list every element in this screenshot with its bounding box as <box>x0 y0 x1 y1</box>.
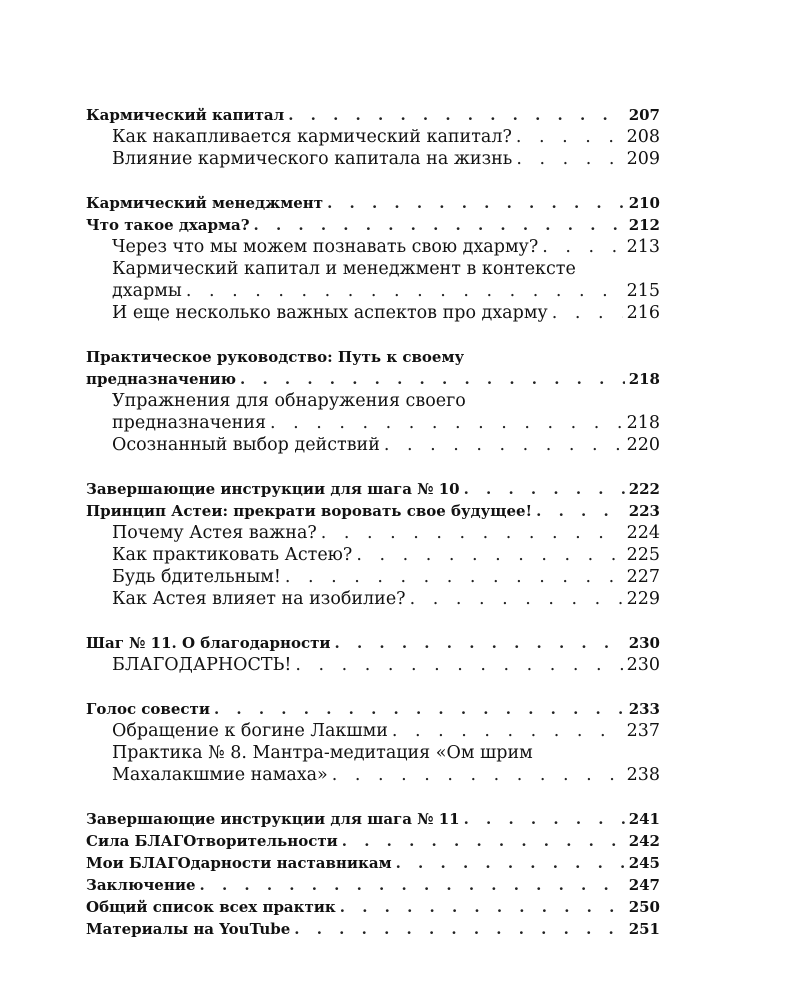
toc-entry-title: Упражнения для обнаружения своего <box>112 391 466 411</box>
toc-entry-title: Обращение к богине Лакшми <box>112 721 388 741</box>
toc-page-number: 215 <box>626 281 660 301</box>
toc-entry-title: Как практиковать Астею? <box>112 545 353 565</box>
toc-page-number: 210 <box>628 194 660 212</box>
toc-entry-title: Сила БЛАГОтворительности <box>86 832 338 850</box>
dot-leader <box>464 808 625 830</box>
toc-entry-title: Что такое дхарма? <box>86 216 250 234</box>
dot-leader <box>270 412 623 434</box>
toc-page-number: 209 <box>626 149 660 169</box>
toc-section-entry[interactable] <box>86 566 660 588</box>
toc-page-number: 233 <box>628 700 660 718</box>
toc-page-number: 216 <box>626 303 660 323</box>
toc-page-number: 230 <box>628 634 660 652</box>
toc-entry-title: И еще несколько важных аспектов про дхарму <box>112 303 548 323</box>
toc-page-number: 212 <box>628 216 660 234</box>
toc-chapter-entry[interactable] <box>86 192 660 214</box>
toc-section-entry[interactable] <box>86 302 660 324</box>
toc-entry-title: дхармы <box>112 281 182 301</box>
dot-leader <box>384 434 623 456</box>
toc-page-number: 224 <box>626 523 660 543</box>
toc-page-number: 245 <box>628 854 660 872</box>
toc-page-number: 208 <box>626 127 660 147</box>
dot-leader <box>240 368 625 390</box>
section-gap <box>86 324 660 346</box>
dot-leader <box>295 654 622 676</box>
toc-chapter-entry[interactable] <box>86 698 660 720</box>
toc-entry-title: Практическое руководство: Путь к своему <box>86 348 465 366</box>
toc-page-number: 213 <box>626 237 660 257</box>
toc-chapter-entry[interactable] <box>86 896 660 918</box>
section-gap <box>86 170 660 192</box>
toc-section-entry[interactable] <box>86 280 660 302</box>
toc-page-number: 230 <box>626 655 660 675</box>
toc-entry-title: Будь бдительным! <box>112 567 281 587</box>
toc-page-number: 218 <box>628 370 660 388</box>
dot-leader <box>340 896 625 918</box>
toc-chapter-entry[interactable] <box>86 808 660 830</box>
toc-page-number: 227 <box>626 567 660 587</box>
toc-section-entry[interactable] <box>86 126 660 148</box>
section-gap <box>86 786 660 808</box>
toc-chapter-entry[interactable] <box>86 852 660 874</box>
dot-leader <box>332 764 623 786</box>
toc-section-entry[interactable] <box>86 588 660 610</box>
toc-page-number: 207 <box>628 106 660 124</box>
toc-entry-title: Принцип Астеи: прекрати воровать свое будущее! <box>86 502 533 520</box>
toc-page-number: 241 <box>628 810 660 828</box>
toc-entry-title: Шаг № 11. О благодарности <box>86 634 331 652</box>
dot-leader <box>464 478 625 500</box>
toc-chapter-entry[interactable] <box>86 368 660 390</box>
dot-leader <box>542 236 622 258</box>
dot-leader <box>186 280 623 302</box>
toc-page-number: 238 <box>626 765 660 785</box>
dot-leader <box>396 852 625 874</box>
toc-chapter-entry[interactable] <box>86 918 660 940</box>
toc-page-number: 242 <box>628 832 660 850</box>
section-gap <box>86 456 660 478</box>
toc-section-entry[interactable] <box>86 720 660 742</box>
dot-leader <box>516 126 623 148</box>
dot-leader <box>356 544 622 566</box>
toc-entry-title: Общий список всех практик <box>86 898 336 916</box>
toc-entry-title: Заключение <box>86 876 196 894</box>
dot-leader <box>214 698 625 720</box>
dot-leader <box>516 148 622 170</box>
dot-leader <box>288 104 624 126</box>
toc-entry-title: предназначению <box>86 370 236 388</box>
toc-entry-title: Влияние кармического капитала на жизнь <box>112 149 513 169</box>
dot-leader <box>335 632 625 654</box>
dot-leader <box>254 214 625 236</box>
toc-entry-title: Материалы на YouTube <box>86 920 291 938</box>
dot-leader <box>392 720 623 742</box>
toc-entry-title: Кармический менеджмент <box>86 194 324 212</box>
toc-chapter-entry[interactable] <box>86 632 660 654</box>
toc-section-entry[interactable] <box>86 764 660 786</box>
toc-section-entry[interactable] <box>86 654 660 676</box>
dot-leader <box>285 566 623 588</box>
table-of-contents <box>86 104 660 940</box>
toc-page-number: 247 <box>628 876 660 894</box>
dot-leader <box>327 192 625 214</box>
dot-leader <box>294 918 624 940</box>
toc-entry-title: Как Астея влияет на изобилие? <box>112 589 406 609</box>
toc-entry-title: Завершающие инструкции для шага № 11 <box>86 810 460 828</box>
toc-section-entry[interactable] <box>86 434 660 456</box>
toc-chapter-entry[interactable] <box>86 874 660 896</box>
dot-leader <box>342 830 625 852</box>
toc-chapter-entry[interactable] <box>86 104 660 126</box>
toc-section-entry[interactable] <box>86 148 660 170</box>
toc-page-number: 229 <box>626 589 660 609</box>
toc-entry-title: Махалакшмие намаха» <box>112 765 328 785</box>
toc-entry-title: Завершающие инструкции для шага № 10 <box>86 480 460 498</box>
toc-chapter-entry[interactable] <box>86 830 660 852</box>
section-gap <box>86 676 660 698</box>
toc-entry-title: Осознанный выбор действий <box>112 435 380 455</box>
toc-section-entry[interactable] <box>86 412 660 434</box>
dot-leader <box>536 500 625 522</box>
toc-entry-title: Как накапливается кармический капитал? <box>112 127 512 147</box>
toc-entry-line <box>86 390 660 412</box>
toc-entry-line <box>86 258 660 280</box>
dot-leader <box>321 522 623 544</box>
toc-page-number: 223 <box>628 502 660 520</box>
toc-entry-title: Через что мы можем познавать свою дхарму? <box>112 237 539 257</box>
toc-page-number: 251 <box>628 920 660 938</box>
section-gap <box>86 610 660 632</box>
toc-page-number: 250 <box>628 898 660 916</box>
toc-entry-title: Мои БЛАГОдарности наставникам <box>86 854 392 872</box>
dot-leader <box>200 874 625 896</box>
toc-section-entry[interactable] <box>86 522 660 544</box>
toc-page-number: 225 <box>626 545 660 565</box>
toc-section-entry[interactable] <box>86 544 660 566</box>
toc-entry-line <box>86 346 660 368</box>
toc-chapter-entry[interactable] <box>86 500 660 522</box>
toc-chapter-entry[interactable] <box>86 478 660 500</box>
toc-entry-line <box>86 742 660 764</box>
toc-page-number: 237 <box>626 721 660 741</box>
toc-entry-title: Кармический капитал и менеджмент в контексте <box>112 259 576 279</box>
dot-leader <box>552 302 623 324</box>
toc-entry-title: Голос совести <box>86 700 210 718</box>
toc-entry-title: Кармический капитал <box>86 106 285 124</box>
toc-entry-title: БЛАГОДАРНОСТЬ! <box>112 655 292 675</box>
toc-page-number: 220 <box>626 435 660 455</box>
toc-section-entry[interactable] <box>86 236 660 258</box>
toc-entry-title: предназначения <box>112 413 267 433</box>
toc-entry-title: Почему Астея важна? <box>112 523 317 543</box>
toc-page-number: 222 <box>628 480 660 498</box>
dot-leader <box>410 588 623 610</box>
toc-entry-title: Практика № 8. Мантра-медитация «Ом шрим <box>112 743 533 763</box>
toc-page-number: 218 <box>626 413 660 433</box>
toc-chapter-entry[interactable] <box>86 214 660 236</box>
